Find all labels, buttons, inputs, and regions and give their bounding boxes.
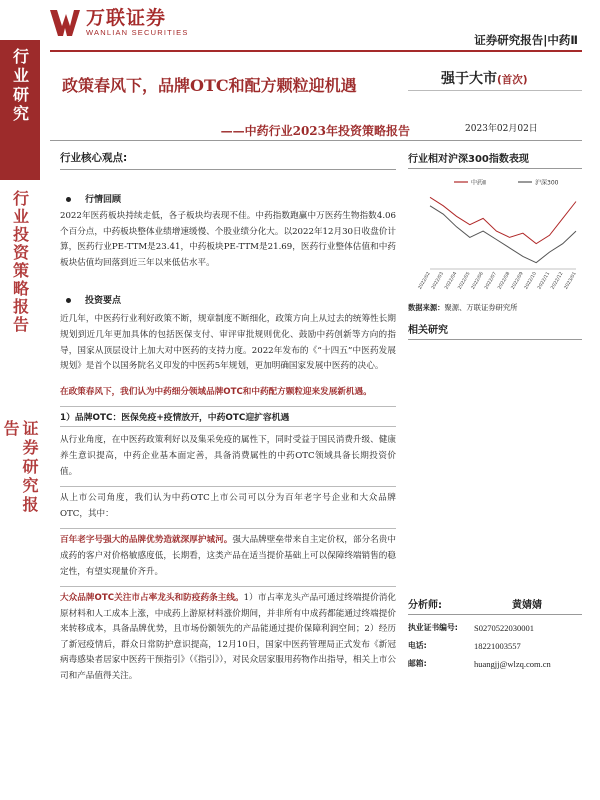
band-text: 证券研究报告 (1, 420, 39, 515)
x-tick-label: 2022/09 (510, 271, 525, 291)
wanlian-logo-icon (50, 10, 80, 36)
related-research-heading: 相关研究 (408, 325, 448, 336)
bullet-title: 投资要点 (85, 296, 122, 307)
brand-name-en: WANLIAN SECURITIES (86, 28, 189, 37)
bullet-icon (66, 197, 71, 202)
core-divider (60, 169, 396, 170)
analyst-info-row (408, 619, 582, 637)
chart-source-value: 聚源、万联证券研究所 (444, 303, 518, 312)
x-tick-label: 2022/05 (457, 271, 472, 291)
chart-svg (408, 175, 582, 299)
x-tick-label: 2022/06 (470, 271, 485, 291)
x-tick-label: 2022/11 (537, 271, 552, 291)
x-tick-label: 2022/10 (524, 271, 538, 291)
info-value: S0270522030001 (474, 623, 534, 633)
relative-performance-chart (408, 175, 582, 299)
analyst-info-row (408, 637, 582, 655)
rating (441, 68, 528, 88)
related-divider (408, 339, 582, 340)
point1-para3 (60, 533, 396, 580)
point1-para2: 从上市公司角度，我们认为中药OTC上市公司可以分为百年老字号企业和大众品牌OTC，其中： (60, 493, 396, 519)
bullet-icon (66, 298, 71, 303)
info-key: 邮箱: (408, 659, 427, 668)
brand-logo (50, 8, 189, 37)
report-type: 证券研究报告|中药Ⅱ (474, 33, 578, 47)
main-column (60, 150, 396, 685)
header-divider (50, 50, 582, 52)
band-strategy-report (0, 190, 40, 400)
band-text: 行业投资策略报告 (10, 190, 30, 334)
x-tick-label: 2023/01 (563, 271, 578, 291)
legend-label: 沪深300 (535, 179, 559, 187)
bullet-title: 行情回顾 (85, 195, 122, 205)
x-tick-label: 2022/07 (484, 271, 499, 291)
bullet-points (66, 293, 396, 306)
point1-para4 (60, 591, 396, 685)
x-tick-label: 2022/03 (431, 271, 446, 291)
para-divider (60, 586, 396, 587)
points-text: 近几年，中医药行业利好政策不断，规章制度不断细化，政策方向上从过去的统筹性长期规划到近几年更加具体的包括医保支付、审评审批规则优化、鼓励中药创新等方向的指导，国家从顶层设计上加大对中医药的支持力度。2022年发布的《“十四五”中医药发展规划》是首个以国务院名义印发的中医药5年规划，更加明确国家发展中医药的决心。 (60, 314, 396, 372)
x-tick-label: 2022/08 (497, 271, 512, 291)
para-lead: 大众品牌OTC关注市占率龙头和防疫药条主线。 (60, 593, 244, 604)
analyst-block (408, 596, 582, 673)
para-divider (60, 528, 396, 529)
analyst-divider (408, 614, 582, 615)
report-title: 政策春风下，品牌OTC和配方颗粒迎机遇 (62, 76, 357, 95)
info-key: 执业证书编号: (408, 623, 458, 632)
bullet-review (66, 192, 396, 205)
para-lead: 百年老字号强大的品牌优势造就深厚护城河。 (60, 535, 233, 546)
analyst-name: 黄婧婧 (512, 600, 542, 611)
point1-para1: 从行业角度，在中医药政策利好以及集采免疫的属性下，同时受益于国民消费升级、健康养生意识提高，中药企业基本面定善，具备消费属性的中药OTC领域具备长期投资价值。 (60, 435, 396, 477)
chart-source (408, 303, 582, 313)
x-tick-label: 2022/04 (444, 271, 459, 291)
review-text: 2022年医药板块持续走低，各子板块均表现不佳。中药指数跑赢中万医药生物指数4.06个百分点，中药板块整体业绩增速缓慢、个股业绩分化大。以2022年12月30日收盘价计算，医药行业PE-TTM是23.41，中药板块PE-TTM是21.69，医药行业整体估值和中药板块估值均回落到近三年以来低估水平。 (60, 211, 396, 268)
point-divider (60, 426, 396, 427)
x-tick-label: 2022/12 (550, 271, 565, 291)
info-value: 18221003557 (474, 641, 521, 651)
highlight-text: 在政策春风下，我们认为中药细分领域品牌OTC和中药配方颗粒迎来发展新机遇。 (60, 386, 372, 397)
series-line (430, 197, 576, 243)
x-tick-label: 2022/02 (417, 271, 432, 291)
analyst-info-row (408, 655, 582, 673)
band-securities-report (0, 420, 40, 530)
report-subtitle: ——中药行业2023年投资策略报告 (220, 124, 410, 138)
point1-heading: 1）品牌OTC：医保免疫+疫情放开，中药OTC迎扩容机遇 (60, 413, 290, 424)
point-divider (60, 406, 396, 407)
rating-divider (408, 90, 582, 91)
analyst-label: 分析师: (408, 600, 442, 611)
legend-label: 中药Ⅱ (471, 179, 486, 187)
info-key: 电话: (408, 641, 427, 650)
para-divider (60, 486, 396, 487)
chart-divider (408, 168, 582, 169)
report-date: 2023年02月02日 (465, 124, 538, 134)
para-body: 1）市占率龙头产品可通过终端提价消化原材料和人工成本上涨，中成药上游原材料涨价期间，并非所有中成药都能通过终端提价来转移成本，具备品牌优势，且市场份额领先的产品能通过提价保障利润空间；2）经历了新冠疫情后，群众日常防护意识提高，12月10日，国家中医药管理局正式发布《新冠病毒感染者居家中医药干预指引》（《指引》），对民众居家服用药物作出指导，相关上市公司和产品值得关注。 (60, 593, 397, 682)
rating-value: 强于大市 (441, 71, 497, 87)
side-column (408, 150, 582, 340)
core-heading: 行业核心观点: (60, 152, 128, 164)
chart-source-label: 数据来源： (408, 303, 445, 312)
band-text: 行业研究 (10, 48, 30, 124)
band-industry-research (0, 40, 40, 180)
rating-note: (首次) (497, 74, 528, 86)
brand-name-cn: 万联证券 (86, 7, 167, 29)
side-band (0, 0, 40, 800)
chart-title: 行业相对沪深300指数表现 (408, 154, 529, 165)
para-body: 强大品牌壁垒带来自主定价权，部分名贵中成药的客户对价格敏感度低，长期看，这类产品在适当提价基础上可以保障终端销售的稳定性，有望实现量价齐升。 (60, 535, 396, 577)
info-value: huangjj@wlzq.com.cn (474, 659, 551, 669)
title-divider (50, 140, 582, 141)
